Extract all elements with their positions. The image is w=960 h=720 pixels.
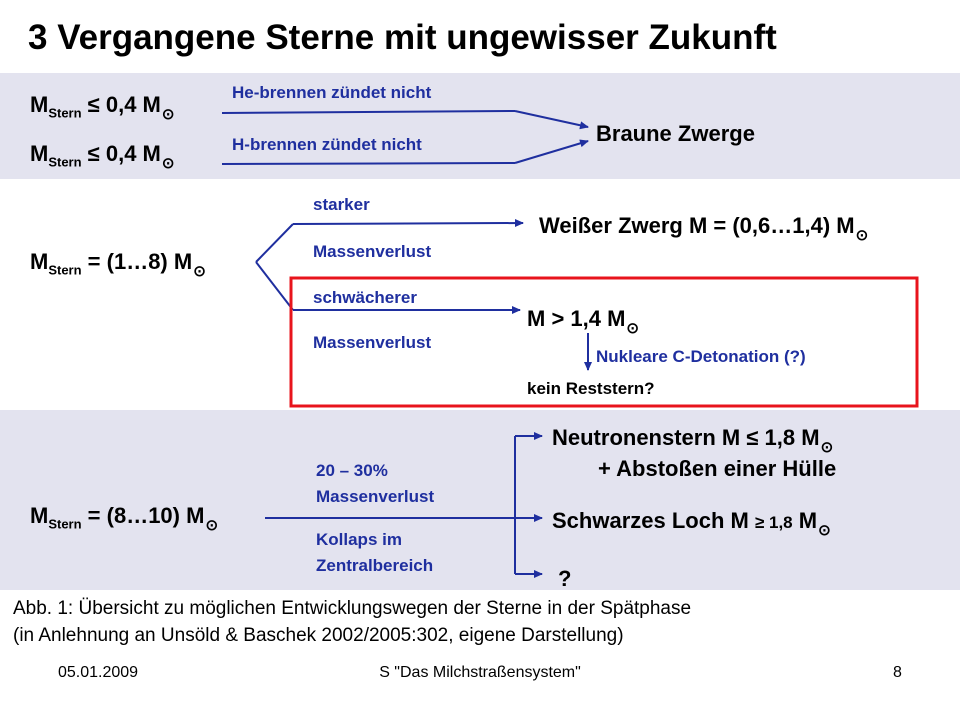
slide-title: 3 Vergangene Sterne mit ungewisser Zukunft <box>28 18 777 57</box>
arrow-h-tip <box>515 141 588 163</box>
sun-symbol-icon: ⊙ <box>193 263 206 280</box>
sun-symbol-icon: ⊙ <box>161 155 175 172</box>
mass-intermediate: $M_{Stern}$ = (1…8) $M_⊙$ <box>30 249 206 280</box>
result-white-dwarf: Weißer Zwerg M = (0,6…1,4) $M_⊙$ <box>539 213 869 244</box>
result-unknown: ? <box>558 566 572 591</box>
label-weak-2: Massenverlust <box>313 333 432 352</box>
label-he-burning: He-brennen zündet nicht <box>232 83 432 102</box>
sun-symbol-icon: ⊙ <box>626 320 639 337</box>
branch-down <box>256 262 293 310</box>
sun-symbol-icon: ⊙ <box>855 227 869 244</box>
arrow-h <box>222 163 515 164</box>
sun-symbol-icon: ⊙ <box>818 522 831 539</box>
caption-line-1: Abb. 1: Übersicht zu möglichen Entwicklungswegen der Sterne in der Spätphase <box>13 598 692 619</box>
result-no-remnant: kein Reststern? <box>527 379 655 398</box>
label-strong-2: Massenverlust <box>313 242 432 261</box>
result-brown-dwarfs: Braune Zwerge <box>596 121 755 146</box>
arrow-he-tip <box>515 111 588 127</box>
mass-row-2: $M_{Stern} \le 0,4$ $M_⊙$ <box>30 141 175 172</box>
result-neutron-star: Neutronenstern M ≤ 1,8 $M_⊙$ <box>552 425 834 456</box>
result-neutron-star-shell: + Abstoßen einer Hülle <box>598 456 837 481</box>
footer-title: S "Das Milchstraßensystem" <box>379 664 581 681</box>
sun-symbol-icon: ⊙ <box>820 439 834 456</box>
result-heavy: M > 1,4 $M_⊙$ <box>527 306 639 337</box>
label-detonation: Nukleare C-Detonation (?) <box>596 347 806 366</box>
label-weak-1: schwächerer <box>313 288 417 307</box>
result-black-hole: Schwarzes Loch M ≥ 1,8 $M_⊙$ <box>552 508 831 539</box>
mass-massive: $M_{Stern}$ = (8…10) $M_⊙$ <box>30 503 219 534</box>
label-massloss-2: Massenverlust <box>316 487 435 506</box>
label-h-burning: H-brennen zündet nicht <box>232 135 422 154</box>
branch-up <box>256 224 293 262</box>
footer-date: 05.01.2009 <box>58 664 139 681</box>
label-strong-1: starker <box>313 195 370 214</box>
arrow-he <box>222 111 515 113</box>
arrow-white-dwarf <box>293 223 523 224</box>
mass-row-1: $M_{Stern} \le 0,4$ $M_⊙$ <box>30 92 175 123</box>
label-collapse-1: Kollaps im <box>316 530 402 549</box>
sun-symbol-icon: ⊙ <box>161 106 175 123</box>
label-collapse-2: Zentralbereich <box>316 556 434 575</box>
sun-symbol-icon: ⊙ <box>205 517 219 534</box>
label-massloss-1: 20 – 30% <box>316 461 388 480</box>
footer-page-number: 8 <box>893 664 902 681</box>
caption-line-2: (in Anlehnung an Unsöld & Baschek 2002/2005:302, eigene Darstellung) <box>13 625 624 646</box>
